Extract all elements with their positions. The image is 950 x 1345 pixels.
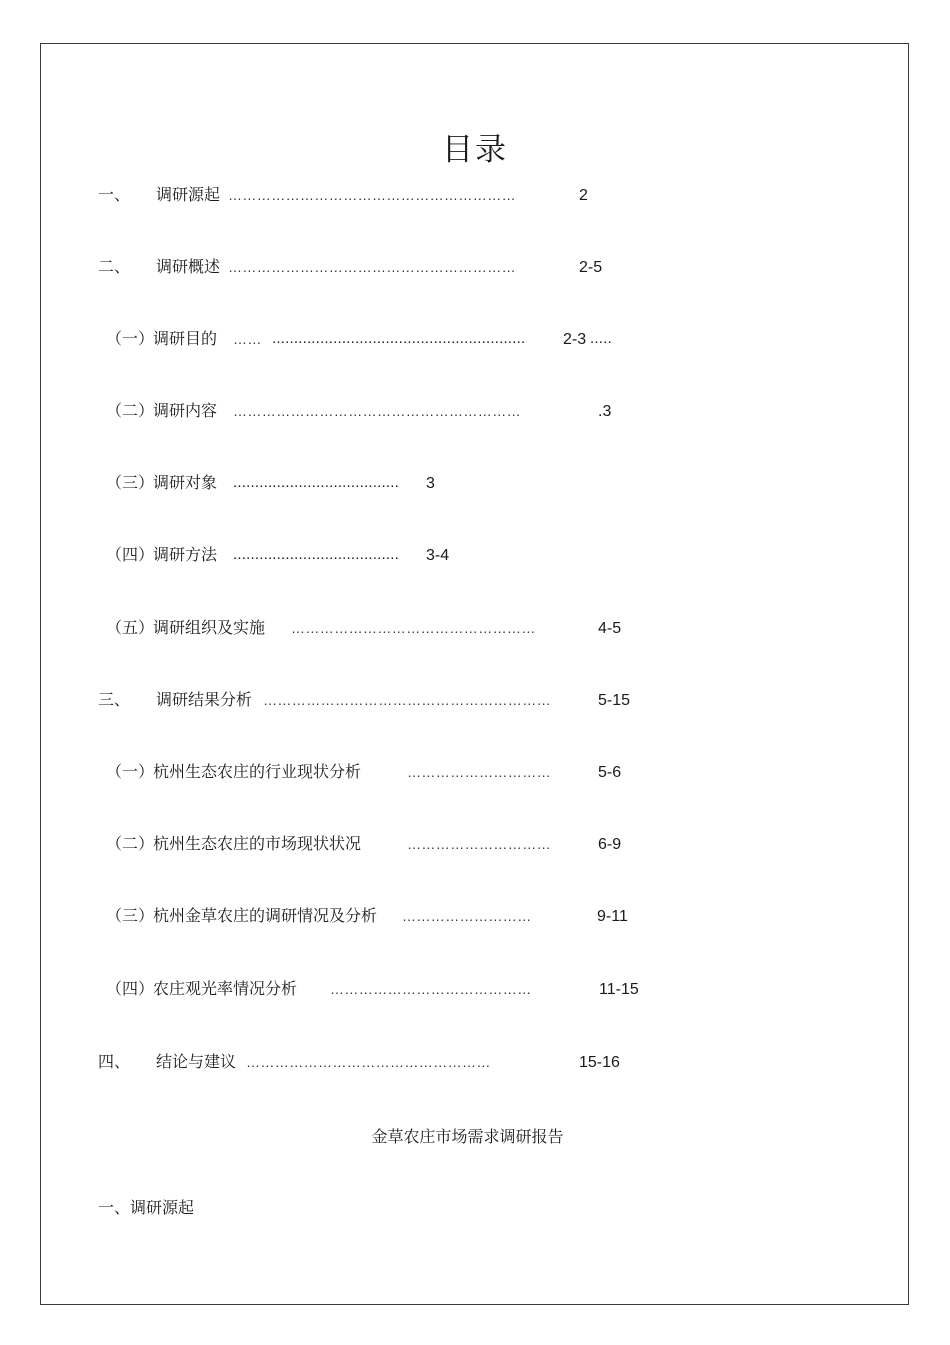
toc-entry[interactable] [106,906,628,926]
toc-entry[interactable] [106,618,622,638]
toc-entry[interactable] [106,762,622,782]
toc-entry-label: 调研对象 [153,473,218,492]
section-heading: 一、调研源起 [98,1198,195,1217]
toc-entry[interactable] [106,329,612,349]
toc-entry-leader: ………………………… [407,836,551,852]
toc-entry-label: 调研目的 [153,329,218,348]
toc-entry-marker: （三） [106,906,155,925]
toc-entry-marker: （五） [106,618,155,637]
toc-entry-page: 3-4 [426,547,450,564]
toc-entry-label: 农庄观光率情况分析 [153,979,298,998]
toc-entry[interactable] [106,545,450,565]
toc-entry-label: 杭州金草农庄的调研情况及分析 [153,906,378,925]
toc-entry-label: 结论与建议 [156,1052,237,1071]
toc-entry-label: 调研概述 [156,257,221,276]
toc-entry-marker: 一、 [98,185,131,204]
toc-entry-leader: …………………………………………………… [228,259,516,275]
toc-entry-marker: （四） [106,979,155,998]
toc-entry-page: 5-15 [598,692,631,709]
toc-entry-label: 调研组织及实施 [153,618,266,637]
toc-entry-marker: （四） [106,545,155,564]
toc-entry-leader: …………………………………………… [291,620,536,636]
toc-entry[interactable] [106,979,639,999]
toc-entry[interactable] [98,690,631,710]
toc-entry-trailing-dots: ..... [590,330,612,347]
toc-entry-leader: …………………………………… [330,981,532,997]
toc-entry[interactable] [98,185,588,205]
toc-entry[interactable] [98,257,603,277]
toc-entry-page: 15-16 [579,1054,620,1071]
toc-entry-page: 2 [579,187,588,204]
toc-entry-page: 4-5 [598,620,622,637]
toc-entry[interactable] [106,473,435,493]
toc-entry-leader: …… [233,331,262,347]
toc-entry-label: 调研方法 [153,545,218,564]
toc-entry-marker: （三） [106,473,155,492]
toc-entry-label: 杭州生态农庄的市场现状状况 [153,834,362,853]
toc-entry-label: 调研内容 [153,401,218,420]
toc-entry[interactable] [98,1052,620,1072]
toc-entry-leader-2: .......................................................... [272,330,526,347]
toc-entry-label: 调研结果分析 [156,690,253,709]
toc-title: 目录 [442,132,508,168]
toc-entry-leader: ……………………… [402,908,532,924]
toc-entry-label: 杭州生态农庄的行业现状分析 [153,762,362,781]
toc-entry-leader: …………………………………………………… [263,692,551,708]
toc-entry-page: 11-15 [599,981,639,998]
toc-entry-marker: 三、 [98,690,131,709]
toc-entry-page: 3 [426,475,435,492]
toc-entry-page: 5-6 [598,764,622,781]
toc-entry[interactable] [106,834,622,854]
toc-entry-marker: （二） [106,401,155,420]
toc-entry-marker: （一） [106,329,155,348]
toc-entry-leader: …………………………………………………… [228,187,516,203]
toc-entry[interactable] [106,401,612,421]
toc-entry-page: .3 [598,403,612,420]
toc-entry-leader: ...................................... [233,474,399,491]
toc-entry-marker: 四、 [98,1052,131,1071]
toc-entry-leader: …………………………………………… [246,1054,491,1070]
toc-entry-marker: （二） [106,834,155,853]
toc-entry-page: 9-11 [597,908,628,925]
page-border [40,43,909,1305]
report-title: 金草农庄市场需求调研报告 [371,1127,564,1146]
toc-entry-leader: ...................................... [233,546,399,563]
toc-entry-leader: …………………………………………………… [233,403,521,419]
toc-entry-leader: ………………………… [407,764,551,780]
toc-entry-page: 6-9 [598,836,622,853]
toc-entry-page: 2-5 [579,259,603,276]
toc-entry-page: 2-3 [563,331,587,348]
toc-entry-label: 调研源起 [156,185,221,204]
toc-entry-marker: （一） [106,762,155,781]
toc-entry-marker: 二、 [98,257,131,276]
